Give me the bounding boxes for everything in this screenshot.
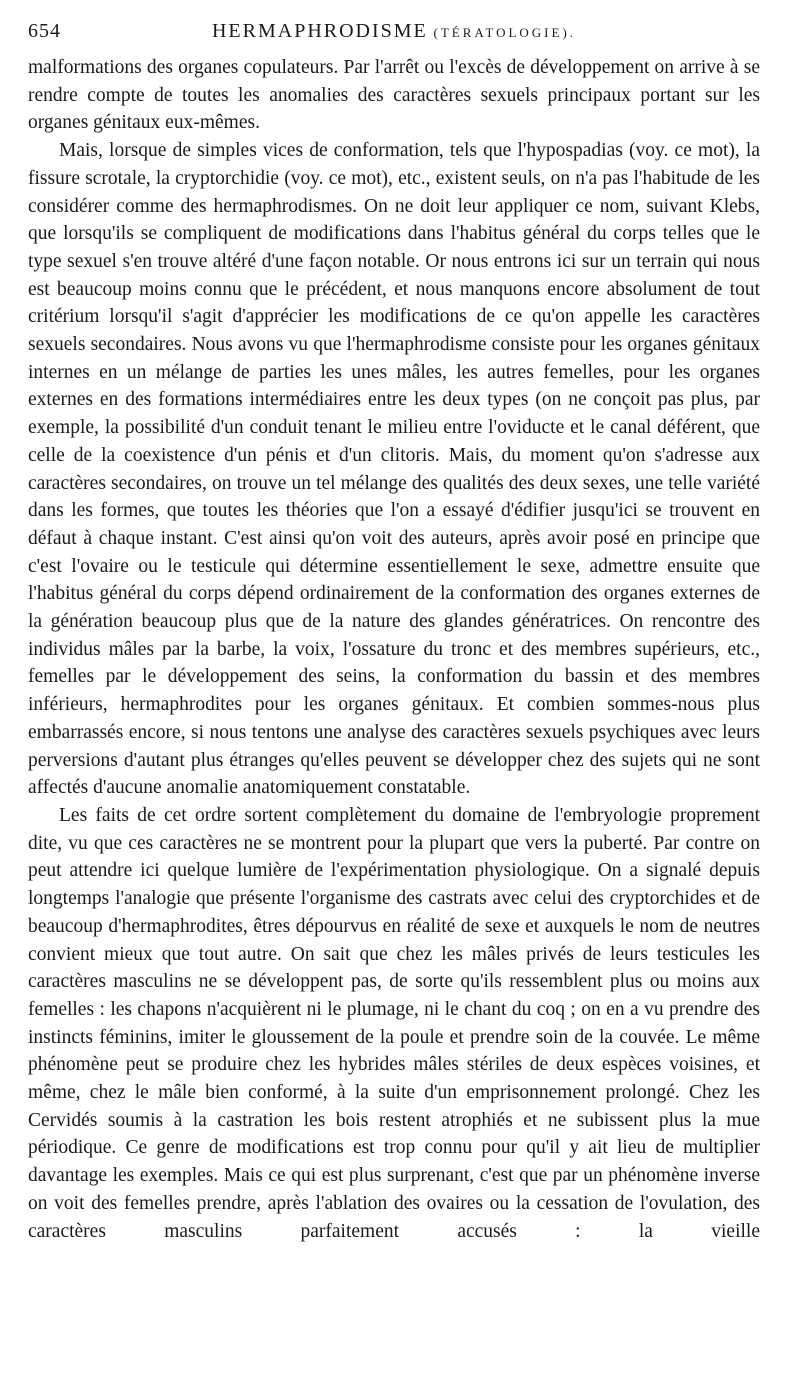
page-number: 654 [28, 20, 61, 42]
running-title [88, 20, 760, 43]
paragraph-1: malformations des organes copulateurs. Par l'arrêt ou l'excès de développement on arrive à se rendre compte de toutes les anomalies des caractères sexuels principaux portant sur les organes génitaux eux-mêmes. [28, 57, 760, 134]
paragraph-3: Les faits de cet ordre sortent complètement du domaine de l'embryologie proprement dite, vu que ces caractères ne se montrent pour la plupart que vers la puberté. Par contre on peut attendre ici quelque lumière de l'expérimentation physiologique. On a signalé depuis longtemps l'analogie que présente l'organisme des castrats avec celui des cryptorchides et de beaucoup d'hermaphrodites, êtres dépourvus en réalité de sexe et auxquels le nom de neutres convient mieux que tout autre. On sait que chez les mâles privés de leurs testicules les caractères masculins ne se développent pas, de sorte qu'ils ressemblent plus ou moins aux femelles : les chapons n'acquièrent ni le plumage, ni le chant du coq ; on en a vu prendre des instincts féminins, imiter le gloussement de la poule et prendre soin de la couvée. Le même phénomène peut se produire chez les hybrides mâles stériles de deux espèces voisines, et même, chez le mâle bien conformé, à la suite d'un emprisonnement prolongé. Chez les Cervidés soumis à la castration les bois restent atrophiés et ne subissent plus la mue périodique. Ce genre de modifications est trop connu pour qu'il y ait lieu de multiplier davantage les exemples. Mais ce qui est plus surprenant, c'est que par un phénomène inverse on voit des femelles prendre, après l'ablation des ovaires ou la cessation de l'ovulation, des caractères masculins parfaitement accusés : la vieille [28, 804, 760, 1242]
book-page [28, 20, 760, 1245]
body-text [28, 54, 760, 1245]
running-head [28, 20, 760, 54]
running-title-sub: (TÉRATOLOGIE). [433, 25, 577, 40]
paragraph-2: Mais, lorsque de simples vices de conformation, tels que l'hypospadias (voy. ce mot), la fissure scrotale, la cryptorchidie (voy. ce mot), etc., existent seuls, on n'a pas l'habitude de les considérer comme des hermaphrodismes. On ne doit leur appliquer ce nom, suivant Klebs, que lorsqu'ils se compliquent de modifications dans l'habitus général du corps telles que le type sexuel s'en trouve altéré d'une façon notable. Or nous entrons ici sur un terrain qui nous est beaucoup moins connu que le précédent, et nous manquons encore absolument de tout critérium lorsqu'il s'agit d'apprécier les modifications de ce qu'on appelle les caractères sexuels secondaires. Nous avons vu que l'hermaphrodisme consiste pour les organes génitaux internes en un mélange de parties les unes mâles, les autres femelles, pour les organes externes en des formations intermédiaires entre les deux types (on ne conçoit pas plus, par exemple, la possibilité d'un conduit tenant le milieu entre l'oviducte et le canal déférent, que celle de la coexistence d'un pénis et d'un clitoris. Mais, du moment qu'on s'adresse aux caractères secondaires, on trouve un tel mélange des qualités des deux sexes, une telle variété dans les formes, que toutes les théories que l'on a essayé d'édifier jusqu'ici se trouvent en défaut à chaque instant. C'est ainsi qu'on voit des auteurs, après avoir posé en principe que c'est l'ovaire ou le testicule qui détermine essentiellement le sexe, admettre ensuite que l'habitus général du corps dépend ordinairement de la conformation des organes externes de la génération beaucoup plus que de la nature des glandes génératrices. On rencontre des individus mâles par la barbe, la voix, l'ossature du tronc et des membres supérieurs, etc., femelles par le développement des seins, la conformation du bassin et des membres inférieurs, hermaphrodites pour les organes génitaux. Et combien sommes-nous plus embarrassés encore, si nous tentons une analyse des caractères sexuels psychiques avec leurs perversions d'autant plus étranges qu'elles peuvent se développer chez des sujets qui ne sont affectés d'aucune anomalie anatomiquement constatable. [28, 140, 760, 799]
running-title-main: HERMAPHRODISME [211, 20, 428, 42]
